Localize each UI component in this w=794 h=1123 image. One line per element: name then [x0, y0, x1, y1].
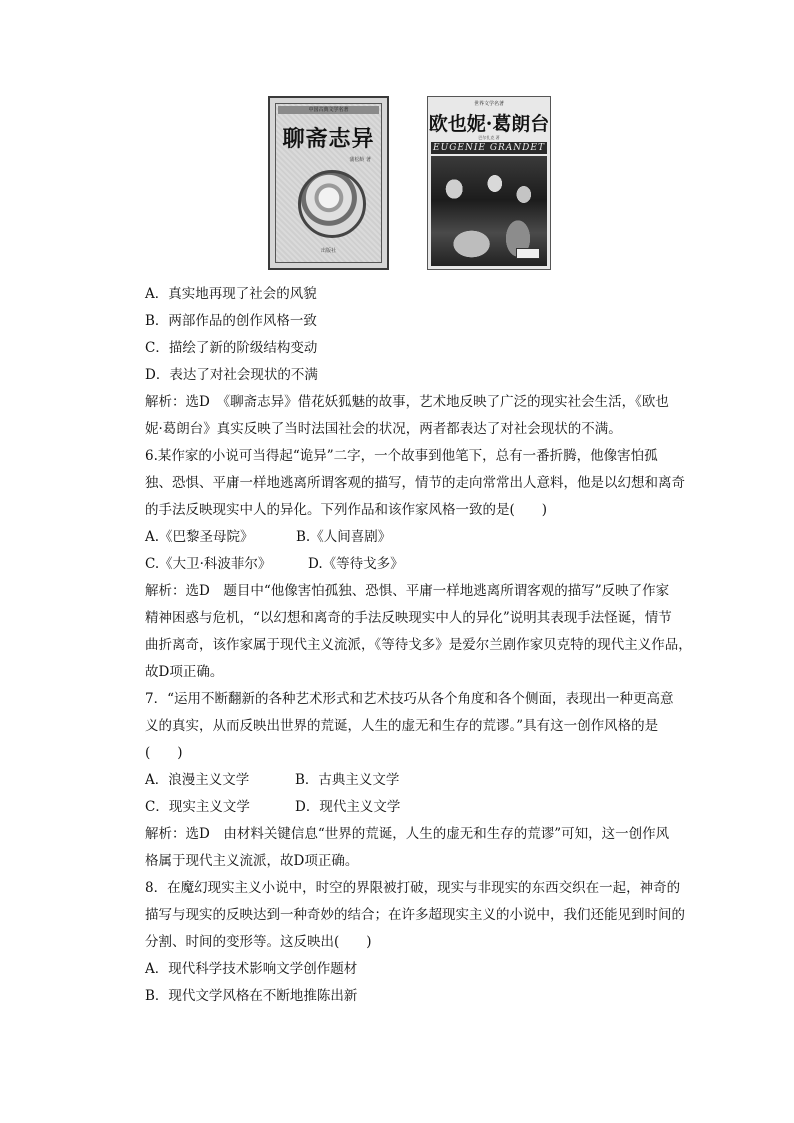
- option-b: B．现代文学风格在不断地推陈出新: [145, 988, 358, 1004]
- question-8-line: 8．在魔幻现实主义小说中，时空的界限被打破，现实与非现实的东西交织在一起，神奇的: [145, 880, 681, 896]
- option-b: B．古典主义文学: [295, 772, 400, 788]
- option-b: B.《人间喜剧》: [296, 529, 392, 545]
- cover-series-text: 中国古典文学名著: [308, 107, 349, 113]
- option-row: [145, 797, 401, 817]
- option-row: [145, 554, 404, 574]
- analysis-line: 解析：选D 由材料关键信息“世界的荒诞，人生的虚无和生存的荒谬”可知，这一创作风: [145, 826, 670, 842]
- option-c: C．描绘了新的阶级结构变动: [145, 340, 318, 356]
- cover-author: 蒲松龄 著: [349, 157, 371, 163]
- question-8-line: 描写与现实的反映达到一种奇妙的结合；在许多超现实主义的小说中，我们还能见到时间的: [145, 907, 685, 923]
- question-7-line: 7．“运用不断翻新的各种艺术形式和艺术技巧从各个角度和各个侧面，表现出一种更高意: [145, 691, 674, 707]
- option-a: A．真实地再现了社会的风貌: [145, 286, 317, 302]
- analysis-line: 解析：选D 《聊斋志异》借花妖狐魅的故事，艺术地反映了广泛的现实社会生活，《欧也: [145, 394, 669, 410]
- question-6-line: 独、恐惧、平庸一样地逃离所谓客观的描写，情节的走向常常出人意料，他是以幻想和离奇: [145, 475, 685, 491]
- option-d: D．现代主义文学: [295, 799, 401, 815]
- analysis-line: 曲折离奇，该作家属于现代主义流派，《等待戈多》是爱尔兰剧作家贝克特的现代主义作品，: [145, 637, 692, 653]
- eugenie-grandet-cover-image: [427, 96, 551, 270]
- analysis-line: 故D项正确。: [145, 664, 224, 680]
- question-6-line: 的手法反映现实中人的异化。下列作品和该作家风格一致的是( ): [145, 502, 548, 518]
- option-c: C.《大卫·科波菲尔》: [145, 556, 272, 572]
- option-c: C．现实主义文学: [145, 799, 250, 815]
- analysis-line: 格属于现代主义流派，故D项正确。: [145, 853, 359, 869]
- cover-title: 欧也妮·葛朗台: [428, 113, 550, 135]
- option-d: D.《等待戈多》: [308, 556, 404, 572]
- book-covers: [268, 96, 558, 272]
- cover-stamp: [516, 248, 540, 259]
- option-a: A．浪漫主义文学: [145, 772, 250, 788]
- analysis-line: 解析：选D 题目中“他像害怕孤独、恐惧、平庸一样地逃离所谓客观的描写”反映了作家: [145, 583, 670, 599]
- analysis-line: 精神困惑与危机，“以幻想和离奇的手法反映现实中人的异化”说明其表现手法怪诞，情节: [145, 610, 672, 626]
- option-row: [145, 527, 392, 547]
- option-row: [145, 770, 400, 790]
- question-7-line: ( ): [145, 745, 183, 761]
- cover-author: 巴尔扎克 著: [478, 135, 500, 140]
- option-a: A．现代科学技术影响文学创作题材: [145, 961, 358, 977]
- cover-title: 聊斋志异: [282, 126, 375, 152]
- option-b: B．两部作品的创作风格一致: [145, 313, 317, 329]
- question-7-line: 义的真实，从而反映出世界的荒诞，人生的虚无和生存的荒谬。”具有这一创作风格的是: [145, 718, 659, 734]
- cover-publisher: 出版社: [320, 248, 336, 254]
- option-d: D．表达了对社会现状的不满: [145, 367, 318, 383]
- question-6-line: 6.某作家的小说可当得起“诡异”二字，一个故事到他笔下，总有一番折腾，他像害怕孤: [145, 448, 658, 464]
- option-a: A.《巴黎圣母院》: [145, 529, 254, 545]
- cover-english-title: EUGENIE GRANDET: [431, 142, 547, 154]
- cover-illustration: [298, 170, 366, 238]
- question-8-line: 分割、时间的变形等。这反映出( ): [145, 934, 372, 950]
- cover-series-text: 世界文学名著: [473, 101, 504, 107]
- analysis-line: 妮·葛朗台》真实反映了当时法国社会的状况，两者都表达了对社会现状的不满。: [145, 421, 622, 437]
- liaozhai-cover-image: [268, 96, 389, 270]
